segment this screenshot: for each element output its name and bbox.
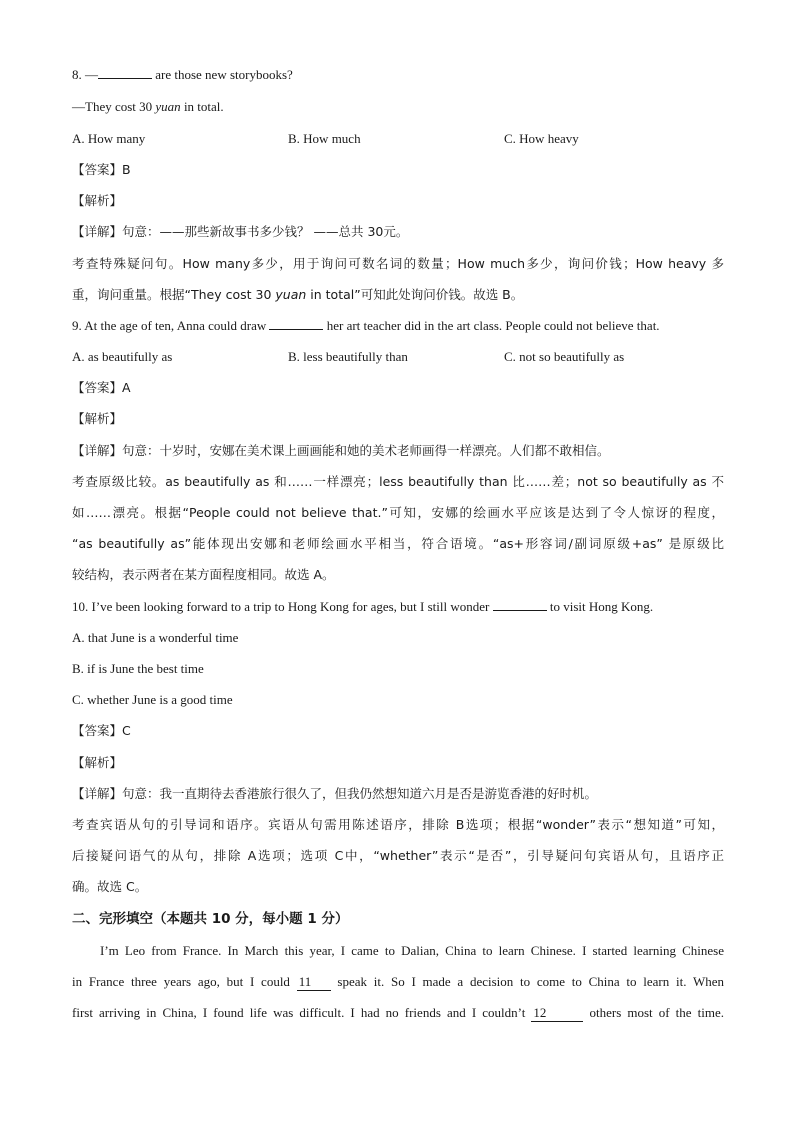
q10-option-b: B. if is June the best time	[72, 661, 204, 676]
q10-analysis-label: 【解析】	[72, 755, 123, 770]
q9-detail: 【详解】句意：十岁时，安娜在美术课上画画能和她的美术老师画得一样漂亮。人们都不敢相信。	[72, 443, 610, 458]
cloze-line3-pre: first arriving in China, I found life was difficult. I had no friends and I couldn’t	[72, 1005, 532, 1020]
q8-reply	[72, 96, 724, 118]
q9-option-c: C. not so beautifully as	[504, 349, 625, 364]
cloze-line3-post: others most of the time.	[583, 1005, 724, 1020]
q9-stem	[72, 315, 724, 337]
q8-reply-pre: —They cost 30	[72, 99, 156, 114]
q8-explain2-pre: 重，询问重量。根据“They cost 30	[72, 287, 276, 302]
q9-answer: 【答案】A	[72, 380, 131, 395]
q10-answer: 【答案】C	[72, 723, 131, 738]
q8-option-c: C. How heavy	[504, 131, 579, 146]
q10-blank	[493, 610, 547, 611]
q8-explain-line2	[72, 284, 724, 306]
q8-option-a: A. How many	[72, 131, 146, 146]
q8-options	[72, 128, 724, 150]
q9-explain-line2: 如……漂亮。根据“People could not believe that.”可知，安娜的绘画水平应该是达到了令人惊讶的程度，	[72, 505, 724, 520]
q8-detail: 【详解】句意：——那些新故事书多少钱？ ——总共 30元。	[72, 224, 409, 239]
q9-option-b: B. less beautifully than	[288, 349, 408, 364]
q9-stem-pre: 9. At the age of ten, Anna could draw	[72, 318, 270, 333]
q9-stem-post: her art teacher did in the art class. People could not believe that.	[323, 318, 660, 333]
q10-detail: 【详解】句意：我一直期待去香港旅行很久了，但我仍然想知道六月是否是游览香港的好时机。	[72, 786, 598, 801]
q9-blank	[269, 329, 323, 330]
cloze-line2-pre: in France three years ago, but I could	[72, 974, 297, 989]
cloze-passage-line2	[72, 971, 724, 993]
q10-explain-line3: 确。故选 C。	[72, 879, 148, 894]
q9-explain-line1: 考查原级比较。as beautifully as 和……一样漂亮；less beautifully than 比……差；not so beautifully as 不	[72, 474, 724, 489]
cloze-passage-line3	[72, 1002, 724, 1024]
q8-stem-text: are those new storybooks?	[152, 67, 293, 82]
section2-heading: 二、完形填空（本题共 10 分，每小题 1 分）	[72, 911, 349, 927]
q10-stem	[72, 596, 724, 618]
q9-explain-line3: “as beautifully as”能体现出安娜和老师绘画水平相当，符合语境。“as+形容词/副词原级+as” 是原级比	[72, 536, 724, 551]
q10-option-c: C. whether June is a good time	[72, 692, 233, 707]
q10-option-a: A. that June is a wonderful time	[72, 630, 239, 645]
q8-number: 8. —	[72, 67, 98, 82]
q8-reply-post: in total.	[180, 99, 224, 114]
q9-options	[72, 346, 724, 368]
q10-explain-line2: 后接疑问语气的从句，排除 A选项；选项 C中，“whether”表示“是否”，引导疑问句宾语从句，且语序正	[72, 848, 724, 863]
q8-analysis-label: 【解析】	[72, 193, 123, 208]
q9-analysis-label: 【解析】	[72, 411, 123, 426]
q9-option-a: A. as beautifully as	[72, 349, 173, 364]
q10-explain-line1: 考查宾语从句的引导词和语序。宾语从句需用陈述语序，排除 B选项；根据“wonder”表示“想知道”可知，	[72, 817, 724, 832]
cloze-line2-post: speak it. So I made a decision to come to China to learn it. When	[330, 974, 725, 989]
q8-explain2-em: yuan	[275, 287, 307, 302]
q8-explain-line1: 考查特殊疑问句。How many多少，用于询问可数名词的数量；How much多少，询问价钱；How heavy 多	[72, 256, 724, 271]
q8-option-b: B. How much	[288, 131, 361, 146]
cloze-blank-12: 12	[531, 1005, 583, 1022]
q8-reply-em: yuan	[155, 99, 181, 114]
q10-stem-post: to visit Hong Kong.	[546, 599, 654, 614]
q8-explain2-post: in total”可知此处询问价钱。故选 B。	[306, 287, 524, 302]
q9-explain-line4: 较结构，表示两者在某方面程度相同。故选 A。	[72, 567, 335, 582]
cloze-passage-line1: I’m Leo from France. In March this year, I came to Dalian, China to learn Chinese. I started learning Chinese	[100, 943, 724, 958]
q8-stem	[72, 64, 724, 86]
q10-stem-pre: 10. I’ve been looking forward to a trip to Hong Kong for ages, but I still wonder	[72, 599, 493, 614]
q8-answer: 【答案】B	[72, 162, 131, 177]
cloze-blank-11: 11	[297, 974, 331, 991]
q8-blank	[98, 78, 152, 79]
